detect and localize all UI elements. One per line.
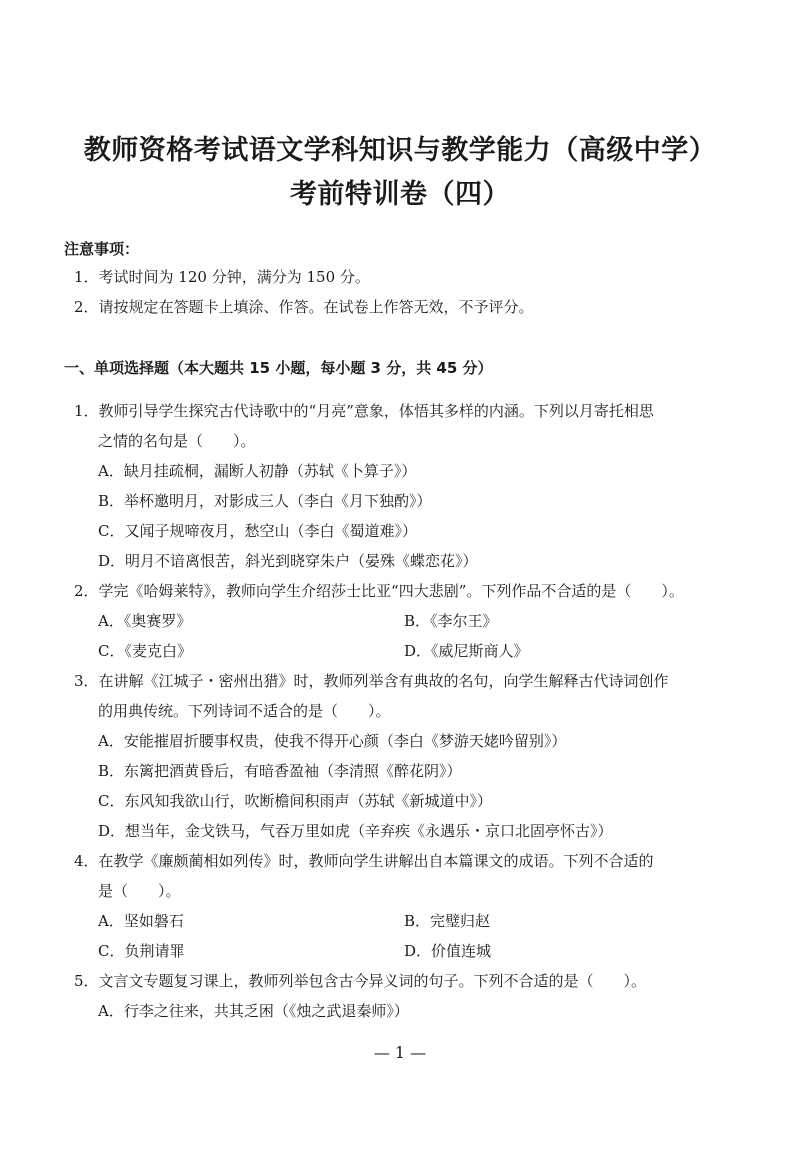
page-title-line1: 教师资格考试语文学科知识与教学能力（高级中学）: [83, 135, 717, 166]
section-heading: 一、单项选择题（本大题共 15 小题，每小题 3 分，共 45 分）: [64, 359, 493, 377]
option: C．《麦克白》: [98, 642, 192, 660]
question-stem-cont: 之情的名句是（ ）。: [98, 432, 256, 450]
question-stem: 4．在教学《廉颇蔺相如列传》时，教师向学生讲解出自本篇课文的成语。下列不合适的: [74, 852, 654, 870]
option: A．安能摧眉折腰事权贵，使我不得开心颜（李白《梦游天姥吟留别》）: [98, 732, 567, 750]
option: A．《奥赛罗》: [98, 612, 192, 630]
option: B．举杯邀明月，对影成三人（李白《月下独酌》）: [98, 492, 432, 510]
question-stem: 3．在讲解《江城子・密州出猎》时，教师列举含有典故的名句，向学生解释古代诗词创作: [74, 672, 669, 690]
option: A．坚如磐石: [98, 912, 184, 930]
question-stem: 1．教师引导学生探究古代诗歌中的“月亮”意象，体悟其多样的内涵。下列以月寄托相思: [74, 402, 654, 420]
option: B．《李尔王》: [404, 612, 498, 630]
question-stem: 5．文言文专题复习课上，教师列举包含古今异义词的句子。下列不合适的是（ ）。: [74, 972, 647, 990]
option: B．东篱把酒黄昏后，有暗香盈袖（李清照《醉花阴》）: [98, 762, 462, 780]
option: D．价值连城: [404, 942, 492, 960]
option: C．东风知我欲山行，吹断檐间积雨声（苏轼《新城道中》）: [98, 792, 492, 810]
page-title-line2: 考前特训卷（四）: [290, 179, 510, 210]
page-number: — 1 —: [373, 1043, 427, 1062]
option: D．明月不谙离恨苦，斜光到晓穿朱户（晏殊《蝶恋花》）: [98, 552, 478, 570]
option: A．缺月挂疏桐，漏断人初静（苏轼《卜算子》）: [98, 462, 417, 480]
option: C．又闻子规啼夜月，愁空山（李白《蜀道难》）: [98, 522, 417, 540]
question-stem-cont: 的用典传统。下列诗词不适合的是（ ）。: [98, 702, 391, 720]
notice-item: 2．请按规定在答题卡上填涂、作答。在试卷上作答无效，不予评分。: [74, 298, 534, 316]
notice-heading: 注意事项：: [64, 240, 140, 258]
option: A．行李之往来，共其乏困（《烛之武退秦师》）: [98, 1002, 409, 1020]
option: D．想当年，金戈铁马，气吞万里如虎（辛弃疾《永遇乐・京口北固亭怀古》）: [98, 822, 613, 840]
option: B．完璧归赵: [404, 912, 491, 930]
question-stem-cont: 是（ ）。: [98, 882, 181, 900]
option: C．负荆请罪: [98, 942, 185, 960]
notice-item: 1．考试时间为 120 分钟，满分为 150 分。: [74, 268, 370, 286]
option: D．《威尼斯商人》: [404, 642, 529, 660]
question-stem: 2．学完《哈姆莱特》，教师向学生介绍莎士比亚“四大悲剧”。下列作品不合适的是（ ）。: [74, 582, 684, 600]
